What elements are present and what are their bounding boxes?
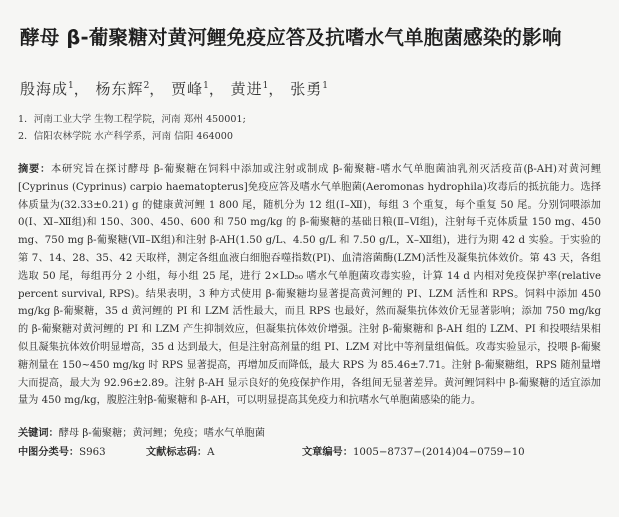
article-number: 文章编号：1005−8737−(2014)04−0759−10: [302, 447, 525, 459]
abstract-text: 本研究旨在探讨酵母 β-葡聚糖在饲料中添加或注射或制成 β-葡聚糖-嗜水气单胞菌油乳剂灭活疫苗(β-AH)对黄河鲤[Cyprinus (Cyprinus) carpio haematopterus]免疫应答及嗜水气单胞菌(Aeromonas hydrophila)攻毒后的抵抗能力。选择体质量为(32.33±0.21) g 的健康黄河鲤 1 800 尾，随机分为 12 组(Ⅰ–Ⅻ)，每组 3 个重复，每个重复 50 尾。分别饲喂添加 0(Ⅰ、Ⅺ–Ⅻ组)和 150、300、450、600 和 750 mg/kg 的 β-葡聚糖的基础日粮(Ⅱ–Ⅵ组)，注射每千克体质量 150 mg、450 mg、750 mg β-葡聚糖(Ⅶ–Ⅸ组)和注射 β-AH(1.50 g/L、4.50 g/L 和 7.50 g/L，Ⅹ–Ⅻ组)，进行为期 42 d 实验。于实验的第 7、14、28、35、42 天取样，测定各组血液白细胞吞噬指数(PI)、血清溶菌酶(LZM)活性及凝集抗体效价。第 43 天，各组选取 50 尾，每组再分 2 小组，每小组 25 尾，进行 2×LD₅₀ 嗜水气单胞菌攻毒实验，计算 14 d 内相对免疫保护率(relative percent survival, RPS)。结果表明，3 种方式使用 β-葡聚糖均显著提高黄河鲤的 PI、LZM 活性和 RPS。饲料中添加 450 mg/kg β-葡聚糖，35 d 黄河鲤的 PI 和 LZM 活性最大，而且 RPS 也最好，然而凝集抗体效价无显著影响；添加 750 mg/kg 的 β-葡聚糖对黄河鲤的 PI 和 LZM 产生抑制效应，但凝集抗体效价增强。注射 β-葡聚糖和 β-AH 组的 LZM、PI 和投喂结果相似且凝集抗体效价明显增高，35 d 达到最大，但是注射高剂量的组 PI、LZM 对比中等剂量组偏低。攻毒实验显示，投喂 β-葡聚糖剂量在 150~450 mg/kg 时 RPS 显著提高，再增加反而降低，最大 RPS 为 85.46±7.71。注射 β-葡聚糖组，RPS 随剂量增大而提高，最大为 92.96±2.89。注射 β-AH 显示良好的免疫保护作用，各组间无显著差异。黄河鲤饲料中 β-葡聚糖的适宜添加量为 450 mg/kg，腹腔注射β-葡聚糖和 β-AH，可以明显提高其免疫力和抗嗜水气单胞菌感染的能力。: [18, 164, 602, 407]
document-code: 文献标志码：A: [146, 447, 215, 459]
author: 殷海成$^1$，: [20, 80, 90, 98]
paper-title: 酵母 β-葡聚糖对黄河鲤免疫应答及抗嗜水气单胞菌感染的影响: [20, 26, 562, 49]
author: 贾峰$^1$，: [171, 80, 225, 98]
clc-number: 中图分类号：S963: [18, 447, 106, 459]
affiliation-list: [18, 111, 601, 145]
author: 黄进$^1$，: [230, 80, 285, 98]
affiliation: 1．河南工业大学 生物工程学院，河南 郑州 450001;: [18, 114, 246, 125]
article-meta: [18, 443, 601, 459]
keywords-label: 关键词：: [18, 428, 59, 440]
author: 张勇$^1$: [290, 80, 328, 98]
author-list: [20, 78, 601, 99]
abstract-label: 摘要：: [18, 164, 51, 175]
abstract: [18, 161, 601, 410]
keywords-text: 酵母 β-葡聚糖；黄河鲤；免疫；嗜水气单胞菌: [58, 428, 265, 440]
affiliation: 2．信阳农林学院 水产科学系，河南 信阳 464000: [18, 131, 233, 142]
author: 杨东辉$^2$，: [95, 80, 166, 98]
keywords: [18, 424, 601, 439]
